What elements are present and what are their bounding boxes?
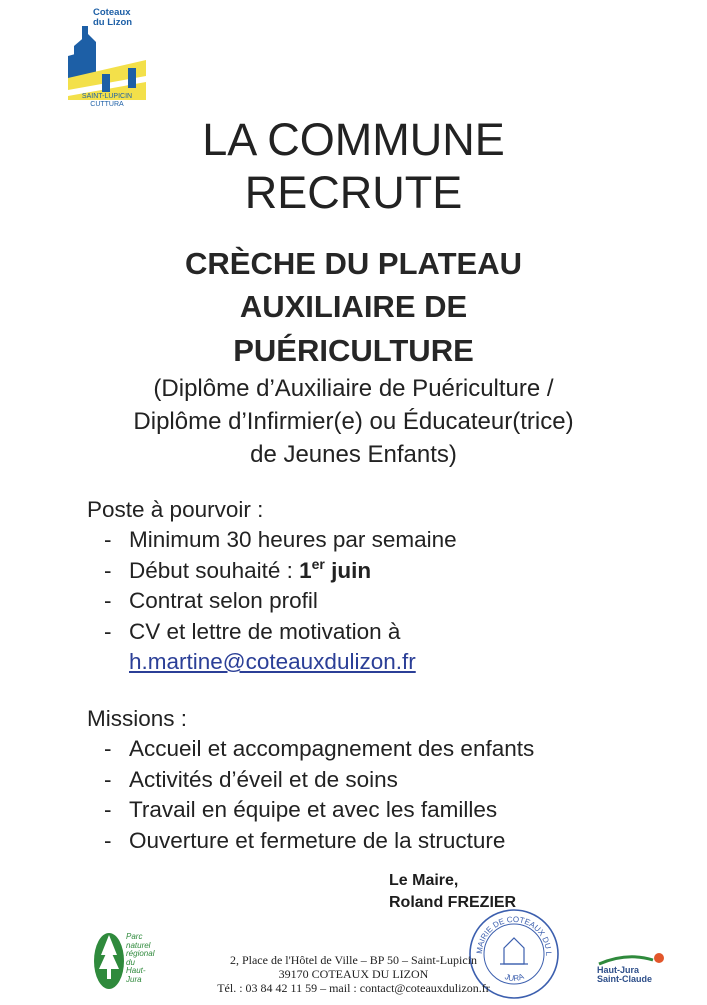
poste-item-start (129, 555, 372, 583)
subtitle-line2: AUXILIAIRE DE (239, 289, 468, 324)
list-item: - Accueil et accompagnement des enfants (104, 736, 535, 761)
haut-jura-text (597, 966, 652, 984)
signature-name: Roland FREZIER (389, 894, 517, 911)
mission-item: Travail en équipe et avec les familles (129, 797, 498, 822)
list-item: - Activités d’éveil et de soins (104, 766, 398, 792)
poste-item-contract: Contrat selon profil (129, 588, 318, 613)
start-label: Début souhaité : (129, 557, 300, 583)
logo-sub-line2: CUTTURA (90, 101, 124, 108)
missions-list (104, 734, 534, 856)
email-link[interactable]: h.martine@coteauxdulizon.fr (129, 649, 416, 674)
poste-item-cv: CV et lettre de motivation à (129, 618, 401, 644)
mission-item: Ouverture et fermeture de la structure (129, 827, 506, 853)
logo-subtitle (68, 93, 146, 109)
logo-name-line2: du Lizon (93, 17, 133, 28)
stamp-top-text: MAIRIE DE COTEAUX DU L (474, 914, 554, 957)
logo-sub-line1: SAINT-LUPICIN (81, 93, 133, 100)
haut-jura-swoosh-icon (597, 950, 667, 966)
footer-postcode: 39170 COTEAUX DU LIZON (278, 967, 429, 981)
hj-line1: Haut-Jura (597, 965, 640, 975)
list-item: - CV et lettre de motivation à (104, 618, 401, 644)
list-item: - Minimum 30 heures par semaine (104, 527, 457, 552)
list-item: - Ouverture et fermeture de la structure (104, 827, 506, 853)
mission-item: Activités d’éveil et de soins (129, 766, 398, 792)
logo-name (93, 8, 132, 28)
poste-list (104, 525, 457, 678)
signature-title: Le Maire, (389, 872, 459, 889)
stamp-bottom-text: JURA (503, 971, 526, 984)
poste-item-hours: Minimum 30 heures par semaine (129, 527, 457, 552)
parc-line2: naturel (126, 940, 151, 950)
list-item (104, 647, 457, 678)
list-item: - Travail en équipe et avec les familles (104, 797, 498, 822)
missions-heading: Missions : (87, 706, 188, 731)
start-month: juin (324, 557, 372, 583)
svg-text:MAIRIE DE COTEAUX DU LIZON (468, 908, 553, 957)
diploma-line2: Diplôme d’Infirmier(e) ou Éducateur(trice) (133, 408, 574, 435)
diploma-line1: (Diplôme d’Auxiliaire de Puériculture / (153, 375, 554, 402)
poste-heading: Poste à pourvoir : (87, 497, 264, 522)
start-day: 1 (299, 557, 312, 583)
parc-line3: régional (126, 949, 155, 958)
footer-contact: Tél. : 03 84 42 11 59 – mail : contact@coteauxdulizon.fr (217, 981, 490, 995)
mission-item: Accueil et accompagnement des enfants (129, 736, 535, 761)
village-logo-icon (68, 16, 146, 100)
title-line1: LA COMMUNE (202, 114, 505, 165)
hj-line2: Saint-Claude (597, 974, 653, 984)
parc-line4: du Haut-Jura (126, 957, 146, 984)
footer-address: 2, Place de l'Hôtel de Ville – BP 50 – Saint-Lupicin (229, 953, 478, 967)
logo-name-line1: Coteaux (93, 7, 131, 18)
parc-line1: Parc (126, 932, 143, 941)
diploma-line3: de Jeunes Enfants) (250, 441, 457, 468)
start-day-suffix: er (311, 555, 325, 572)
haut-jura-logo (597, 950, 667, 990)
subtitle-line3: PUÉRICULTURE (233, 333, 474, 368)
title-line2: RECRUTE (244, 167, 463, 218)
list-item: - Début souhaité : 1er juin (104, 555, 372, 583)
subtitle-line1: CRÈCHE DU PLATEAU (185, 246, 522, 281)
list-item: - Contrat selon profil (104, 588, 318, 613)
coteaux-du-lizon-logo (68, 8, 146, 108)
